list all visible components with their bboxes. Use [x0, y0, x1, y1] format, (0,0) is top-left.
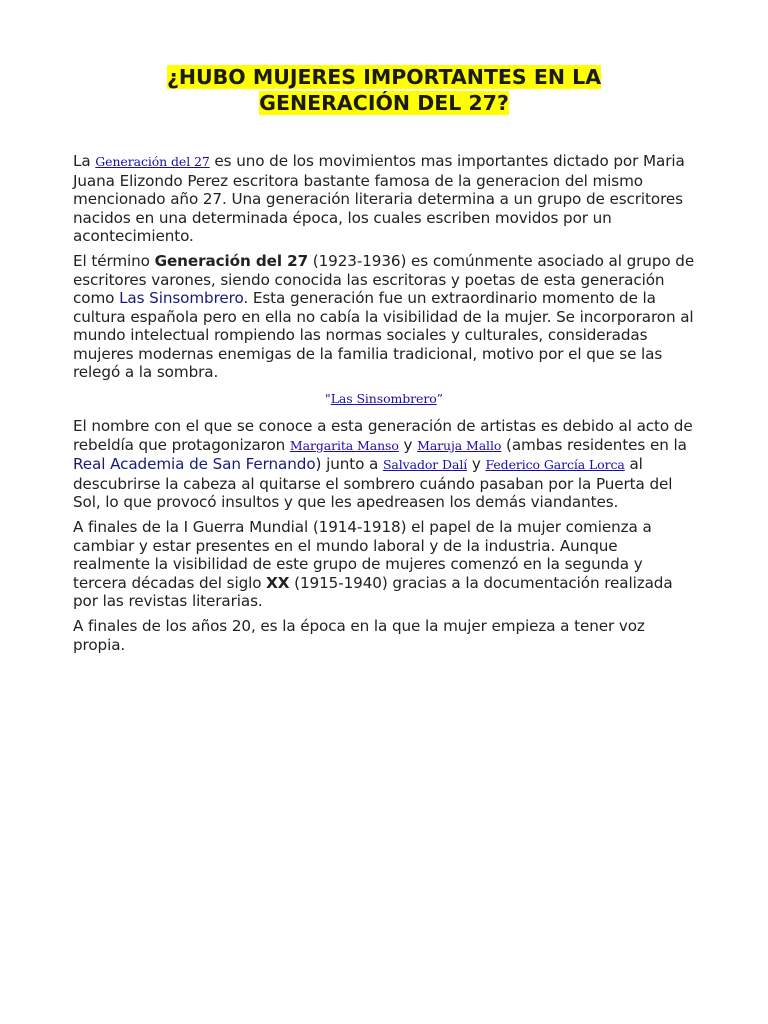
paragraph-anos-20: A finales de los años 20, es la época en la que la mujer empieza a tener voz propia. — [73, 617, 645, 654]
link-real-academia[interactable]: Real Academia de San Fernando — [73, 455, 316, 473]
text: y — [398, 435, 418, 454]
bold-xx: XX — [266, 573, 290, 592]
document-title — [73, 64, 695, 116]
text: (1923-1936) es comúnmente asociado al grupo de escritores varones, siendo conocida las escritoras y poetas de esta generación como — [73, 252, 695, 307]
text: (ambas residentes en la — [501, 435, 687, 454]
paragraph-intro — [73, 152, 695, 246]
link-salvador-dali[interactable]: Salvador Dalí — [382, 457, 468, 472]
open-quote: " — [325, 391, 331, 406]
paragraph-nombre — [73, 417, 695, 512]
text: La — [73, 152, 96, 170]
link-federico-garcia-lorca[interactable]: Federico García Lorca — [485, 457, 625, 472]
link-maruja-mallo[interactable]: Maruja Mallo — [417, 437, 502, 453]
text: ) junto a — [315, 455, 383, 473]
dot: . — [550, 536, 556, 555]
section-heading — [73, 388, 695, 409]
text: El nombre con el que se conoce a esta generación de artistas es debido al acto de rebeldía que protagonizaron — [73, 417, 693, 454]
paragraph-guerra — [73, 518, 695, 611]
title-line-1: ¿HUBO MUJERES IMPORTANTES EN LA — [166, 65, 602, 89]
link-margarita-manso[interactable]: Margarita Manso — [289, 437, 399, 453]
title-line-2: GENERACIÓN DEL 27? — [259, 91, 509, 115]
text: (1915-1940) gracias a la documentación realizada por las revistas literarias. — [73, 573, 673, 610]
text: y — [467, 455, 486, 473]
link-generacion-del-27[interactable]: Generación del 27 — [95, 154, 210, 169]
text: . Esta generación fue un extraordinario momento de la cultura española pero en ella no cabía la visibilidad de la mujer. Se incorporaron al mundo intelectual rompiendo las normas sociales y culturales, consideradas mujeres modernas enemigas de la familia tradicional, motivo por el que se las relegó a la sombra. — [73, 289, 694, 381]
text: Aunque realmente la visibilidad de este grupo de mujeres comenzó en la segunda y tercera décadas del siglo — [73, 536, 643, 592]
text: A finales de la I Guerra Mundial (1914-1918) el papel de la mujer comienza a cambiar y estar presentes en el mundo laboral y de la industria — [73, 518, 652, 555]
close-quote: ” — [436, 391, 443, 406]
link-las-sinsombrero-heading[interactable]: Las Sinsombrero — [330, 391, 437, 406]
document-page — [73, 64, 695, 661]
text: es uno de los movimientos mas importantes dictado por Maria Juana Elizondo Perez escritora bastante famosa de la generacion del mismo mencionado año 27. Una generación literaria determina a un grupo de escritores nacidos en una determinada época, los cuales escriben movidos por un acontecimiento. — [73, 152, 685, 245]
paragraph-termino — [73, 252, 695, 382]
bold-generacion-del-27: Generación del 27 — [154, 252, 309, 270]
text: al descubrirse la cabeza al quitarse el sombrero cuándo pasaban por la Puerta del Sol, lo que provocó insultos y que les apedreasen los demás viandantes. — [73, 455, 673, 511]
text: El término — [73, 252, 155, 270]
link-las-sinsombrero[interactable]: Las Sinsombrero — [119, 289, 244, 307]
